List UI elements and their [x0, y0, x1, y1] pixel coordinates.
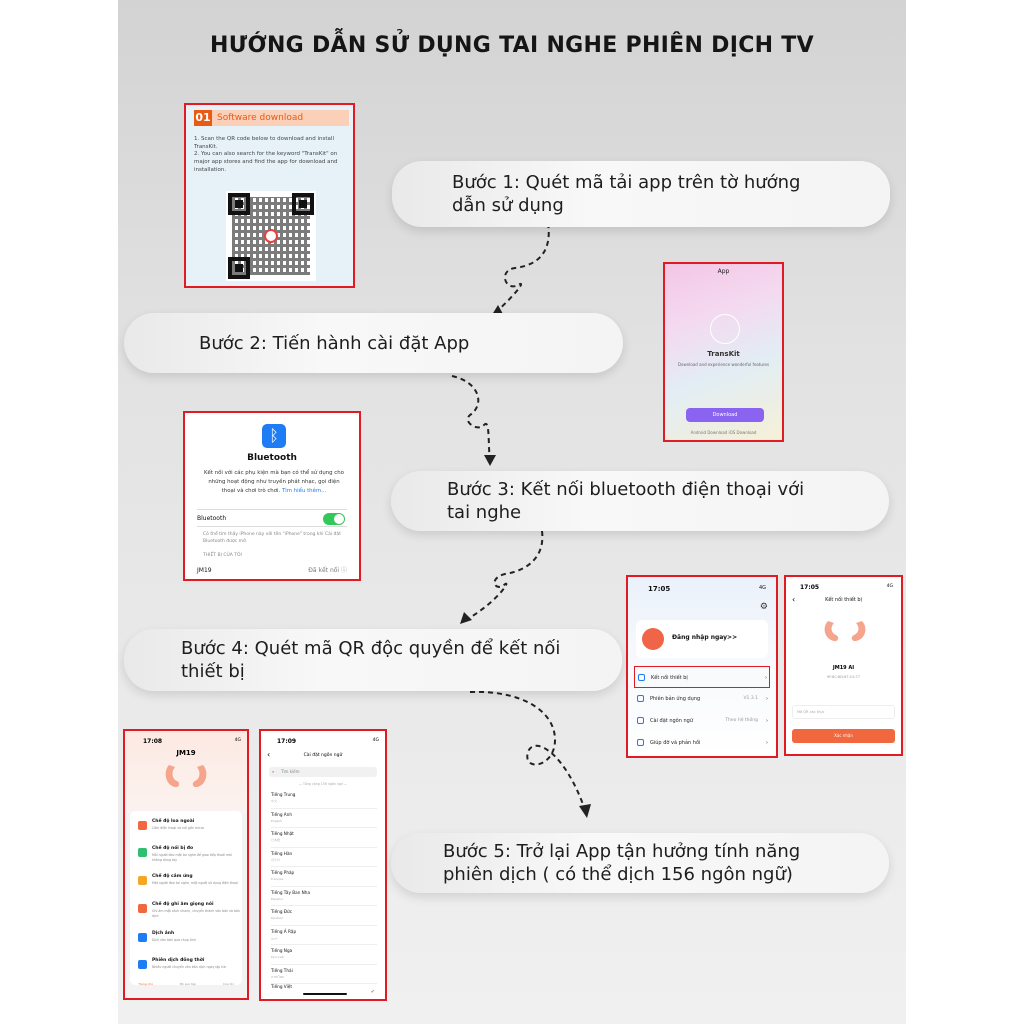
page-title: HƯỚNG DẪN SỬ DỤNG TAI NGHE PHIÊN DỊCH TV: [210, 33, 814, 58]
menu-item-label: Phiên bản ứng dụng: [650, 696, 701, 702]
image-icon: [138, 933, 147, 942]
section-number: 01: [195, 111, 211, 124]
gear-icon[interactable]: ⚙: [759, 602, 768, 612]
tab-profile[interactable]: Của tôi: [222, 982, 234, 986]
section-header: [194, 110, 349, 126]
status-time: 17:05: [800, 584, 820, 591]
simultaneous-icon: [138, 960, 147, 969]
app-logo-icon: [710, 314, 740, 344]
mode-item[interactable]: [138, 817, 238, 843]
search-input[interactable]: [269, 767, 377, 777]
learn-more-link[interactable]: Tìm hiểu thêm...: [281, 488, 327, 494]
mode-subtitle: Cầm điện thoại và nói gần micro: [152, 826, 204, 830]
app-logo-icon: [264, 229, 278, 243]
description-text: Kết nối với các phụ kiện mà bạn có thể sử dụng cho những hoạt động như truyền phát nhạc, gọi điện thoại và chơi trò chơi.: [204, 470, 344, 494]
step-3-pill: [391, 471, 889, 531]
menu-item-help[interactable]: [634, 732, 770, 754]
language-native: Español: [271, 896, 283, 901]
language-item-selected[interactable]: [271, 981, 377, 1001]
language-item[interactable]: [271, 828, 377, 848]
nav-title: App: [717, 268, 730, 275]
status-signal: 4G: [758, 585, 766, 591]
microphone-icon: [138, 904, 147, 913]
language-item[interactable]: [271, 848, 377, 868]
mode-list: [130, 811, 242, 985]
status-time: 17:09: [277, 738, 297, 745]
screenshot-app-install: [663, 262, 784, 442]
status-signal: 4G: [234, 738, 241, 743]
step-3-text-2: tai nghe: [447, 502, 522, 523]
search-icon: ⌕: [272, 769, 275, 774]
earbuds-icon: [822, 617, 868, 645]
mode-subtitle: Một người đeo tai nghe, một người sử dụng điện thoại: [152, 881, 238, 885]
language-native: 中文: [271, 799, 278, 803]
instruction-1: 1. Scan the QR code below to download and install TransKit.: [194, 136, 334, 150]
device-status: Đã kết nối ⓘ: [308, 567, 347, 574]
status-signal: 4G: [886, 584, 893, 589]
bluetooth-heading: Bluetooth: [247, 453, 297, 463]
bluetooth-description: [203, 469, 345, 496]
login-link[interactable]: Đăng nhập ngay>>: [672, 634, 738, 641]
mode-item[interactable]: [138, 929, 238, 955]
chevron-right-icon: ›: [766, 740, 768, 746]
bottom-tab-bar: [125, 982, 247, 994]
language-item[interactable]: [271, 906, 377, 926]
step-2-text: Bước 2: Tiến hành cài đặt App: [199, 332, 470, 354]
avatar: [642, 628, 664, 650]
step-1-pill: [392, 161, 890, 227]
language-name: Tiếng Thái: [271, 967, 293, 973]
os-download-links[interactable]: Android Download iOS Download: [690, 430, 757, 435]
bluetooth-icon: ᛒ: [262, 424, 286, 448]
qr-code[interactable]: [226, 191, 316, 281]
menu-item-label: Giúp đỡ và phản hồi: [650, 740, 701, 746]
screenshot-app-profile: [626, 575, 778, 758]
menu-item-label: Cài đặt ngôn ngữ: [650, 718, 693, 724]
language-item[interactable]: [271, 945, 377, 965]
app-name: TransKit: [707, 350, 740, 358]
step-1-text: Bước 1: Quét mã tải app trên tờ hướng: [452, 172, 801, 193]
menu-item-connect-device[interactable]: [634, 666, 770, 688]
bluetooth-icon: [638, 674, 645, 681]
home-icon: [637, 695, 644, 702]
device-serial: 9F:8C:8D:67:C4:77: [826, 675, 861, 679]
language-count: — Tổng cộng 156 ngôn ngữ —: [298, 782, 348, 786]
mode-title: Chế độ ghi âm giọng nói: [152, 902, 214, 907]
search-placeholder: Tìm kiếm: [281, 769, 300, 774]
language-native: ภาษาไทย: [271, 974, 284, 979]
language-icon: [637, 717, 644, 724]
language-name: Tiếng Anh: [271, 811, 292, 817]
chevron-right-icon: ›: [766, 718, 768, 724]
language-native: 한국어: [271, 857, 280, 862]
mode-subtitle: Mỗi người đeo một tai nghe để giao tiếp thoải mái không dùng tay: [152, 853, 232, 862]
mode-title: Chế độ loa ngoài: [152, 819, 195, 824]
earbuds-icon: [163, 761, 209, 791]
language-name: Tiếng Pháp: [271, 870, 295, 875]
status-signal: 4G: [372, 738, 379, 743]
menu-item-app-version[interactable]: [634, 688, 770, 710]
device-name: JM19 AI: [832, 665, 855, 671]
device-row[interactable]: [197, 563, 347, 579]
chevron-right-icon: ›: [766, 696, 768, 702]
language-name: Tiếng Việt: [271, 984, 292, 989]
bluetooth-row: [197, 509, 347, 527]
language-name: Tiếng Đức: [271, 909, 293, 914]
step-4-text-2: thiết bị: [181, 661, 245, 682]
language-item[interactable]: [271, 867, 377, 887]
language-native: عربي: [271, 935, 278, 940]
bluetooth-note: Có thể tìm thấy iPhone này với tên "iPhone" trong khi Cài đặt Bluetooth được mở.: [203, 532, 341, 544]
instruction-2: 2. You can also search for the keyword "TransKit" on major app stores and find the app for download and installation.: [194, 151, 338, 173]
step-2-pill: [124, 313, 623, 373]
menu-item-label: Kết nối thiết bị: [651, 675, 688, 681]
screenshot-language-settings: [259, 729, 387, 1001]
mode-item[interactable]: [138, 900, 241, 926]
mode-subtitle: Dịch văn bản qua chụp ảnh: [152, 938, 196, 942]
app-subtitle: Download and experience wonderful features: [677, 362, 770, 367]
status-time: 17:08: [143, 738, 163, 745]
mode-subtitle: Nhiều người chuyển văn bản dịch ngay lập tức: [152, 965, 227, 969]
help-icon: [637, 739, 644, 746]
menu-item-language[interactable]: [634, 710, 770, 732]
bluetooth-row-label: Bluetooth: [197, 515, 227, 522]
check-icon: ✔: [370, 989, 375, 995]
arrow-step1-2: [496, 223, 549, 312]
qr-code-input[interactable]: Mã QR xác thực: [792, 705, 895, 719]
language-native: Deutsch: [271, 916, 284, 920]
mode-item[interactable]: [138, 956, 238, 982]
speaker-icon: [138, 821, 147, 830]
mode-title: Chế độ nói bị đo: [152, 846, 194, 851]
menu-item-value: V1.3.1: [743, 696, 758, 701]
nav-title: Kết nối thiết bị: [825, 597, 862, 603]
section-title: Software download: [217, 113, 304, 123]
language-name: Tiếng Hàn: [271, 850, 293, 856]
arrow-step4-5: [470, 692, 585, 810]
screenshot-connect-device: [784, 575, 903, 756]
arrow-step2-3: [452, 376, 490, 462]
step-1-text-2: dẫn sử dụng: [452, 195, 564, 216]
language-native: 日本語: [271, 838, 281, 842]
conversation-icon: [138, 848, 147, 857]
step-5-text: Bước 5: Trở lại App tận hưởng tính năng: [443, 841, 801, 862]
language-name: Tiếng Nhật: [271, 831, 294, 836]
language-native: Français: [271, 877, 284, 881]
menu-item-value: Theo hệ thống: [725, 718, 758, 723]
language-name: Tiếng Nga: [271, 948, 293, 953]
step-3-text: Bước 3: Kết nối bluetooth điện thoại với: [447, 479, 805, 500]
chevron-right-icon: ›: [765, 675, 767, 681]
bluetooth-toggle[interactable]: [323, 513, 345, 525]
language-item[interactable]: [271, 887, 377, 907]
status-time: 17:05: [648, 585, 671, 593]
screenshot-software-download: [184, 103, 355, 288]
language-name: Tiếng Ả Rập: [271, 928, 297, 934]
tab-home[interactable]: Trang chủ: [138, 982, 154, 986]
back-icon[interactable]: ‹: [267, 750, 271, 759]
back-icon[interactable]: ‹: [792, 595, 796, 604]
login-card[interactable]: [636, 620, 768, 658]
step-5-text-2: phiên dịch ( có thể dịch 156 ngôn ngữ): [443, 864, 793, 885]
language-item[interactable]: [271, 809, 377, 829]
step-4-text: Bước 4: Quét mã QR độc quyền để kết nối: [181, 638, 561, 659]
screenshot-bluetooth-settings: [183, 411, 361, 581]
mode-title: Phiên dịch đồng thời: [152, 958, 205, 963]
mode-item[interactable]: [138, 844, 238, 870]
home-indicator: [303, 993, 347, 995]
step-4-pill: [124, 629, 622, 691]
tab-collection[interactable]: Bộ sưu tập: [179, 982, 197, 986]
language-item[interactable]: [271, 926, 377, 946]
arrow-step3-4: [466, 531, 542, 620]
language-item[interactable]: [271, 789, 377, 809]
step-5-pill: [391, 833, 889, 893]
nav-title: Cài đặt ngôn ngữ: [303, 753, 343, 758]
screenshot-app-home: [123, 729, 249, 1000]
language-native: English: [271, 818, 282, 823]
mode-title: Dịch ảnh: [152, 931, 175, 936]
touch-icon: [138, 876, 147, 885]
language-name: Tiếng Trung: [271, 792, 296, 797]
language-native: Русский: [271, 955, 284, 959]
mode-item[interactable]: [138, 872, 238, 898]
mode-title: Chế độ cảm ứng: [152, 874, 193, 879]
mode-subtitle: Ghi âm một cách nhanh, chuyển thành văn bản và bản dịch: [152, 909, 241, 918]
download-button[interactable]: Download: [686, 408, 764, 422]
device-name: JM19: [197, 567, 212, 574]
my-devices-section: THIẾT BỊ CỦA TÔI: [203, 553, 242, 558]
app-title: JM19: [176, 749, 196, 757]
language-name: Tiếng Tây Ban Nha: [271, 889, 311, 895]
confirm-button[interactable]: Xác nhận: [792, 729, 895, 743]
